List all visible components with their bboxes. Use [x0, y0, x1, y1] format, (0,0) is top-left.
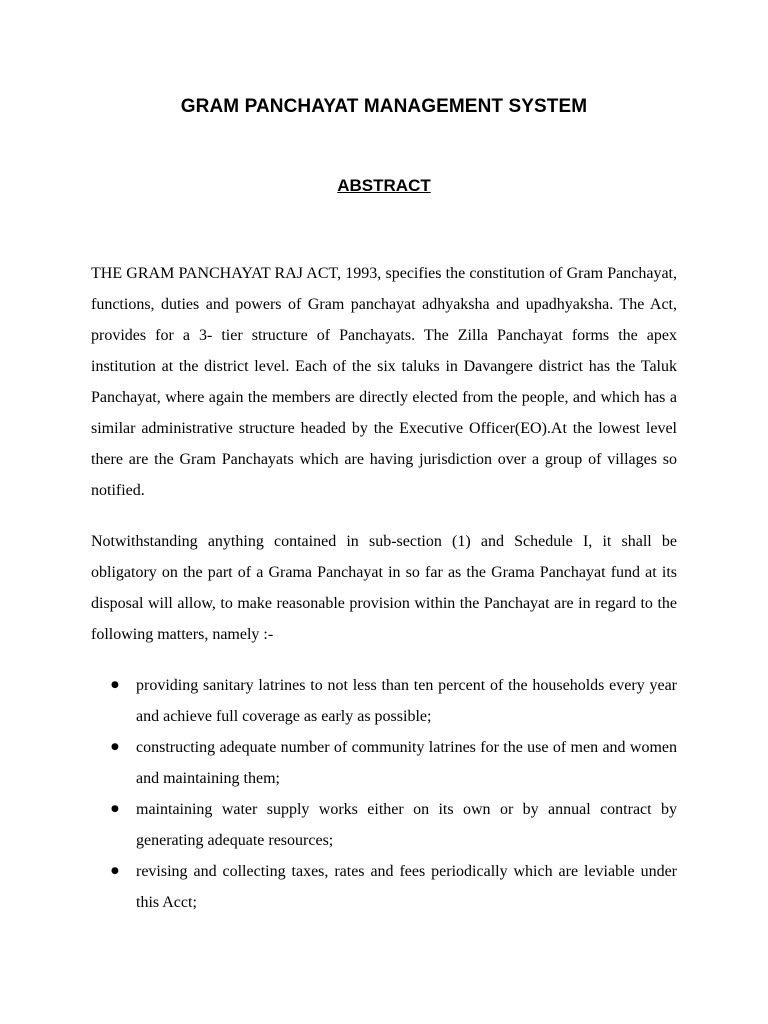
document-title: GRAM PANCHAYAT MANAGEMENT SYSTEM — [180, 96, 588, 117]
list-item-text: constructing adequate number of community latrines for the use of men and women and maintaining them; — [136, 739, 677, 787]
bullet-icon: ● — [111, 866, 119, 876]
list-item — [91, 794, 677, 856]
paragraph-obligations: Notwithstanding anything contained in sub-section (1) and Schedule I, it shall be obligatory on the part of a Grama Panchayat in so far as the Grama Panchayat fund at its disposal will allow, to make reasonable provision within the Panchayat are in regard to the following matters, namely :- — [91, 533, 677, 643]
list-item-text: providing sanitary latrines to not less than ten percent of the households every year and achieve full coverage as early as possible; — [136, 677, 677, 725]
list-item-text: revising and collecting taxes, rates and fees periodically which are leviable under this Acct; — [136, 863, 677, 911]
obligations-list — [91, 670, 677, 918]
bullet-icon: ● — [111, 680, 119, 690]
list-item-text: maintaining water supply works either on its own or by annual contract by generating adequate resources; — [136, 801, 677, 849]
bullet-icon: ● — [111, 804, 119, 814]
list-item — [91, 856, 677, 918]
list-item — [91, 732, 677, 794]
bullet-icon: ● — [111, 742, 119, 752]
list-item — [91, 670, 677, 732]
paragraph-intro: THE GRAM PANCHAYAT RAJ ACT, 1993, specifies the constitution of Gram Panchayat, functions, duties and powers of Gram panchayat adhyaksha and upadhyaksha. The Act, provides for a 3- tier structure of Panchayats. The Zilla Panchayat forms the apex institution at the district level. Each of the six taluks in Davangere district has the Taluk Panchayat, where again the members are directly elected from the people, and which has a similar administrative structure headed by the Executive Officer(EO).At the lowest level there are the Gram Panchayats which are having jurisdiction over a group of villages so notified. — [91, 265, 677, 499]
abstract-heading: ABSTRACT — [337, 176, 431, 195]
